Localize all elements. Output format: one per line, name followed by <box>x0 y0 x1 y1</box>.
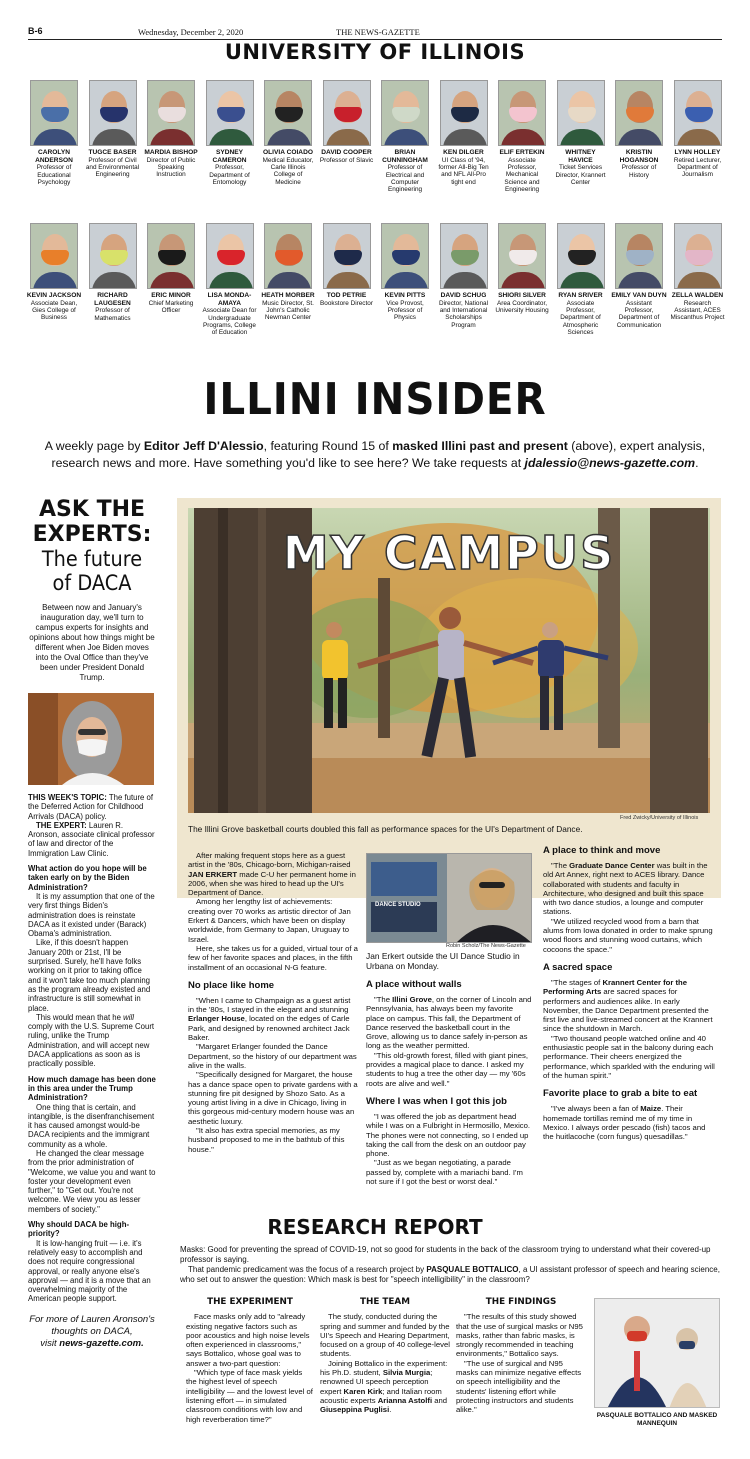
masked-person-card <box>377 223 433 322</box>
campus-column-3: A place to think and move "The Graduate Dance Center was built in the old Art Annex, right next to ACES library. Dance collaborated with students and faculty in Architecture, who designed and built this space with two dance studios, a lounge and computer stations. "We utilized recycled wood from a barn that alums from Iowa donated in order to make sprung wood floors and stunning wood curtains, which cocoons the space." A sacred space "The stages of Krannert Center for the Performing Arts are sacred spaces for performers and audiences alike. In early November, the Dance Department presented the first live and live-streamed concert at the Krannert since the shutdown in March. "Two thousand people watched online and 40 enthusiastic people sat in the balcony during each performance. Their cheers energized the performance, which sparkled with the enduring will of the human spirit." Favorite place to grab a bite to eat "I've always been a fan of Maize. Their homemade tortillas remind me of my time in Mexico. I always order pescado (fish) tacos and the huitlacoche (corn fungus) quesadillas." <box>543 845 715 1142</box>
face-mask-icon <box>392 107 420 122</box>
masked-person-card <box>143 223 199 314</box>
person-role: Professor of Mathematics <box>94 307 131 322</box>
tagline-editor: Editor Jeff D'Alessio <box>143 439 264 453</box>
masked-portrait-photo <box>557 223 605 289</box>
person-name: BRIAN CUNNINGHAM <box>382 149 428 164</box>
more-info-note <box>28 1314 156 1350</box>
body-paragraph: "I was offered the job as department head while I was on a Fulbright in Hermosillo, Mexico. The phones were not connecting, so I ended up taking the call from the desk on an outdoor pay phone. <box>366 1111 531 1159</box>
question: How much damage has been done in this area under the Trump Administration? <box>28 1074 156 1103</box>
face-mask-icon <box>275 250 303 265</box>
masked-person-card <box>670 223 726 322</box>
lauren-aronson-photo <box>28 693 154 785</box>
masked-person-card <box>202 80 258 186</box>
masked-portrait-photo <box>381 223 429 289</box>
dance-studio-sign: DANCE STUDIO <box>375 902 421 908</box>
face-mask-icon <box>451 250 479 265</box>
person-name: ERIC MINOR <box>151 292 191 299</box>
masked-portrait-photo <box>615 80 663 146</box>
person-name: KEVIN JACKSON <box>26 292 82 299</box>
masked-portrait-photo <box>557 80 605 146</box>
subhead: Favorite place to grab a bite to eat <box>543 1088 698 1100</box>
expert-text: Lauren R. Aronson, associate clinical professor of law and director of the Immigration Law Clinic. <box>28 820 155 858</box>
mannequin-caption: PASQUALE BOTTALICO AND MASKED MANNEQUIN <box>596 1412 718 1427</box>
person-role: Music Director, St. John's Catholic Newman Center <box>262 299 314 322</box>
masked-portrait-photo <box>206 80 254 146</box>
masked-portrait-photo <box>440 80 488 146</box>
topic-text: The future of the Deferred Action for Childhood Arrivals (DACA) policy. <box>28 793 154 821</box>
person-role: Associate Dean for Undergraduate Programs, College of Education <box>202 307 257 337</box>
answer-paragraph: He changed the clear message from the prior administration of "Welcome, we value you and want to foster your development even further," to "Get out. You're not welcome. We view you as lesser members of society." <box>28 1148 156 1214</box>
research-report-heading: RESEARCH REPORT <box>267 1215 483 1239</box>
face-mask-icon <box>275 107 303 122</box>
face-mask-icon <box>100 250 128 265</box>
person-name: OLIVIA COIADO <box>263 149 313 156</box>
research-subhead: THE EXPERIMENT <box>207 1297 293 1307</box>
person-role: Director, National and International Scholarships Program <box>438 299 488 329</box>
page-number: B-6 <box>28 26 43 36</box>
body-paragraph: Here, she takes us for a guided, virtual tour of a few of her favorite spaces and places, in the fifth installment of an occasional N-G feature. <box>188 943 358 972</box>
masked-person-card <box>26 80 82 186</box>
answer-paragraph: It is my assumption that one of the very first things Biden's administration does is reinstate DACA as it existed under (Barack) Obama's administration. <box>28 891 155 939</box>
masked-person-card <box>319 80 375 164</box>
masked-portrait-photo <box>674 80 722 146</box>
body-paragraph: Face masks only add to "already existing negative factors such as poor acoustics and high noise levels often experienced in classrooms," says Bottalico, whose goal was to answer a two-part question: <box>186 1312 310 1368</box>
person-name: KEVIN PITTS <box>384 292 426 299</box>
photo-credit: Fred Zwicky/University of Illinois <box>620 815 699 821</box>
page-header <box>28 26 722 40</box>
masked-portrait-photo <box>323 80 371 146</box>
person-role: Retired Lecturer, Department of Journalism <box>673 156 722 179</box>
masked-portrait-photo <box>381 80 429 146</box>
masked-person-card <box>494 80 550 194</box>
body-paragraph: "Just as we began negotiating, a parade passed by, complete with a mariachi band. I'm not sure if I got the best or worst deal." <box>366 1158 523 1187</box>
expert-label: THE EXPERT: <box>36 820 87 830</box>
jan-erkert-photo <box>366 853 532 943</box>
face-mask-icon <box>451 107 479 122</box>
person-name: KRISTIN HOGANSON <box>619 149 659 164</box>
person-role: Professor of Educational Psychology <box>36 164 72 186</box>
tagline-text: A weekly page by <box>44 439 144 453</box>
masked-person-card <box>436 80 492 186</box>
photo-credit: Robin Scholz/The News-Gazette <box>446 943 526 949</box>
masked-person-card <box>260 80 316 186</box>
person-role: Professor of Civil and Environmental Engineering <box>85 156 140 179</box>
body-paragraph: "Specifically designed for Margaret, the house has a dance space open to private gardens with a stunning fire pit designed by Shozo Sato. As a young artist living in a dive in Chicago, living in this gorgeous mid-century modern house was an aesthetic luxury. <box>188 1070 358 1126</box>
answer-paragraph: This would mean that he will comply with the U.S. Supreme Court ruling, unlike the Trump Administration, and will accept new DACA applications as soon as is practically possible. <box>28 1012 155 1069</box>
face-mask-icon <box>685 250 713 265</box>
question: What action do you hope will be taken early on by the Biden Administration? <box>28 864 147 892</box>
masked-portrait-photo <box>615 223 663 289</box>
masked-person-card <box>377 80 433 194</box>
person-role: Chief Marketing Officer <box>148 299 194 314</box>
person-name: WHITNEY HAVICE <box>565 149 596 164</box>
masked-person-card <box>26 223 82 322</box>
photo-caption: The Illini Grove basketball courts doubled this fall as performance spaces for the UI's Department of Dance. <box>188 824 583 834</box>
masked-person-card <box>494 223 550 314</box>
person-name: SHIORI SILVER <box>498 292 546 299</box>
bottalico-mannequin-photo <box>594 1298 720 1408</box>
person-name: CAROLYN ANDERSON <box>35 149 73 164</box>
masked-portrait-photo <box>206 223 254 289</box>
person-name: DAVID SCHUG <box>440 292 487 299</box>
person-role: Area Coordinator, University Housing <box>495 299 549 314</box>
ask-subheading: The future of DACA <box>41 547 143 595</box>
person-name: KEN DILGER <box>443 149 484 156</box>
campus-column-1: After making frequent stops here as a guest artist in the '80s, Chicago-born, Michigan-raised JAN ERKERT made C-U her permanent home in 2006, when she was hired to head up the UI's Department of Dance. Among her lengthy list of achievements: creating over 70 works as artistic director of Jan Erkert & Dancers, which have been on display worldwide, from Germany to Japan, Uruguay to Israel. Here, she takes us for a guided, virtual tour of a few of her favorite spaces and places, in the fifth installment of an occasional N-G feature. No place like home "When I came to Champaign as a guest artist in the '80s, I stayed in the elegant and stunning Erlanger House, located on the edges of Carle Park, and designed by renowned architect Jack Baker. "Margaret Erlanger founded the Dance Department, so the history of our department was alive in the walls. "Specifically designed for Margaret, the house has a dance space open to private gardens with a stunning fire pit designed by Shozo Sato. As a young artist living in a dive in Chicago, living in this gorgeous mid-century modern house was an aesthetic luxury. "It also has extra special memories, as my husband proposed to me in the bathtub of this house." <box>188 851 358 1154</box>
section-title: UNIVERSITY OF ILLINOIS <box>224 40 526 64</box>
person-role: Research Assistant, ACES Miscanthus Project <box>670 299 725 322</box>
subhead: Where I was when I got this job <box>366 1095 507 1107</box>
person-role: Professor of Slavic <box>319 156 374 164</box>
face-mask-icon <box>41 250 69 265</box>
person-name: DAVID COOPER <box>321 149 372 156</box>
question: Why should DACA be high-priority? <box>28 1220 130 1239</box>
person-role: Assistant Professor, Department of Communication <box>616 299 662 329</box>
face-mask-icon <box>392 250 420 265</box>
person-role: Ticket Services Director, Krannert Center <box>555 164 606 186</box>
illini-grove-dance-photo <box>188 508 710 813</box>
masked-portrait-photo <box>147 80 195 146</box>
body-paragraph: "Which type of face mask yields the highest level of speech intelligibility — and the lowest level of listening effort — in simulated classroom conditions with low and high reverberation time?" <box>186 1368 313 1424</box>
body-paragraph: "It also has extra special memories, as my husband proposed to me in the bathtub of this house." <box>188 1126 345 1154</box>
person-name: TOD PETRIE <box>326 292 367 299</box>
face-mask-icon <box>100 107 128 122</box>
masked-person-card <box>85 223 141 322</box>
masked-portrait-photo <box>264 80 312 146</box>
body-paragraph: The study, conducted during the spring and summer and funded by the UI's Speech and Hearing Department, focused on a group of 40 college-level students. <box>320 1312 450 1359</box>
person-name: ELIF ERTEKIN <box>499 149 545 156</box>
masked-person-card <box>202 223 258 337</box>
masked-portrait-photo <box>30 223 78 289</box>
person-role: Professor of History <box>621 164 657 179</box>
face-mask-icon <box>158 250 186 265</box>
topic-label: THIS WEEK'S TOPIC: <box>28 793 107 802</box>
person-role: Vice Provost, Professor of Physics <box>386 299 424 322</box>
ask-heading: ASK THE EXPERTS: <box>32 497 152 547</box>
research-team: THE TEAM The study, conducted during the spring and summer and funded by the UI's Speech and Hearing Department, focused on a group of 40 college-level students. Joining Bottalico in the experiment: his Ph.D. student, Silvia Murgia; renowned UI speech perception expert Karen Kirk; and Italian room acoustic experts Arianna Astolfi and Giuseppina Puglisi. <box>320 1297 450 1415</box>
research-subhead: THE TEAM <box>359 1297 410 1307</box>
my-campus-title: MY CAMPUS <box>282 526 616 580</box>
person-name: EMILY VAN DUYN <box>611 292 667 299</box>
person-name: MARDIA BISHOP <box>144 149 198 156</box>
body-paragraph: "We utilized recycled wood from a barn that alums from Iowa donated in order to make sprung wood floors and stunning wood curtains, which cocoons the space." <box>543 916 713 954</box>
tagline-text: , featuring Round 15 of <box>263 439 393 453</box>
body-paragraph: "Margaret Erlanger founded the Dance Department, so the history of our department was alive in the walls. <box>188 1042 357 1070</box>
person-name: LISA MONDA-AMAYA <box>207 292 252 307</box>
body-paragraph: "The use of surgical and N95 masks can minimize negative effects on speech intelligibility and the students' listening effort while protecting instructors and students alike." <box>456 1358 582 1415</box>
tagline-text: (above), expert analysis, research news and more. Have something you'd like to see here? We take requests at <box>51 439 706 470</box>
face-mask-icon <box>41 107 69 122</box>
masked-portrait-photo <box>674 223 722 289</box>
face-mask-icon <box>509 250 537 265</box>
tagline-text: . <box>695 456 699 470</box>
body-paragraph: "This old-growth forest, filled with giant pines, provides a magical place to dance. I asked my students to hug a tree the other day — my '60s roots are alive and well." <box>366 1050 528 1088</box>
masked-portrait-photo <box>147 223 195 289</box>
masked-portrait-photo <box>498 223 546 289</box>
research-intro: Masks: Good for preventing the spread of COVID-19, not so good for students in the back of the classroom trying to understand what their covered-up professor is saying. That pandemic predicament was the focus of a research project by PASQUALE BOTTALICO, a UI assistant professor of speech and hearing science, who set out to answer the question: Which mask is best for "speech intelligibility" in the classroom? <box>180 1245 720 1284</box>
face-mask-icon <box>568 107 596 122</box>
masthead-tagline <box>30 438 720 472</box>
person-name: HEATH MORBER <box>261 292 315 299</box>
face-mask-icon <box>217 107 245 122</box>
masked-portrait-photo <box>440 223 488 289</box>
subhead: A place without walls <box>366 979 462 990</box>
subhead: A place to think and move <box>543 845 661 856</box>
masked-person-card <box>143 80 199 179</box>
person-name: RICHARD LAUGESEN <box>94 292 131 307</box>
masked-person-card <box>553 80 609 186</box>
photo-caption: Jan Erkert outside the UI Dance Studio in Urbana on Monday. <box>366 951 520 971</box>
face-mask-icon <box>685 107 713 122</box>
masked-person-card <box>436 223 492 329</box>
person-name: RYAN SRIVER <box>558 292 603 299</box>
masked-person-card <box>553 223 609 337</box>
masked-portrait-photo <box>323 223 371 289</box>
newspaper-name: THE NEWS-GAZETTE <box>336 27 420 37</box>
issue-date: Wednesday, December 2, 2020 <box>138 27 244 37</box>
subhead: A sacred space <box>543 961 613 973</box>
person-role: Associate Professor, Department of Atmospheric Sciences <box>560 299 601 337</box>
masked-portrait-photo <box>30 80 78 146</box>
masked-person-card <box>260 223 316 322</box>
face-mask-icon <box>334 107 362 122</box>
more-text: For more of Lauren Aronson's thoughts on DACA, <box>29 1313 155 1337</box>
person-role: Associate Dean, Gies College of Business <box>30 299 78 322</box>
body-paragraph: Among her lengthy list of achievements: creating over 70 works as artistic director of Jan Erkert & Dancers, which have been on display worldwide, from Germany to Japan, Uruguay to Israel. <box>188 897 351 944</box>
person-name: TUGCE BASER <box>88 149 137 156</box>
person-role: Associate Professor, Mechanical Science and Engineering <box>504 156 540 194</box>
face-mask-icon <box>158 107 186 122</box>
masked-person-card <box>319 223 375 307</box>
masked-portrait-photo <box>89 80 137 146</box>
page-masthead: ILLINI INSIDER <box>203 374 547 425</box>
masked-person-card <box>670 80 726 179</box>
answer-paragraph: Like, if this doesn't happen January 20th or 21st, I'll be surprised. Surely, he'll have folks working on it prior to taking office and it won't take too much planning as the program already existed and infrastructure is still somewhat in place. <box>28 938 151 1013</box>
masked-portrait-photo <box>264 223 312 289</box>
subhead: No place like home <box>188 979 275 991</box>
answer-paragraph: It is low-hanging fruit — i.e. it's relatively easy to accomplish and does not require congressional approval, or really anyone else's approval — and it is a move that an overwhelming majority of the American people support. <box>28 1238 151 1304</box>
masked-person-card <box>85 80 141 179</box>
face-mask-icon <box>626 107 654 122</box>
intro-paragraph: Masks: Good for preventing the spread of COVID-19, not so good for students in the back of the classroom trying to understand what their covered-up professor is saying. <box>180 1245 711 1264</box>
body-paragraph: "The results of this study showed that the use of surgical masks or N95 masks, rather than fabric masks, is strongly recommended in teaching environments," Bottalico says. <box>456 1312 583 1359</box>
body-paragraph: "Two thousand people watched online and 40 enthusiastic people sat in the balcony during each performance. Their cheers energized the performance, which sparkled with the enduring will of the human spirit." <box>543 1033 715 1080</box>
face-mask-icon <box>217 250 245 265</box>
research-findings <box>456 1298 586 1415</box>
masked-person-card <box>611 80 667 179</box>
website-link[interactable]: news-gazette.com. <box>59 1337 144 1349</box>
person-name: LYNN HOLLEY <box>674 149 721 156</box>
research-experiment <box>186 1298 314 1424</box>
person-role: Professor, Department of Entomology <box>209 164 250 186</box>
person-role: Director of Public Speaking Instruction <box>146 156 196 179</box>
answer-paragraph: One thing that is certain, and intangible, is the disenfranchisement it has caused amongst would-be DACA recipients and the immigrant community as a whole. <box>28 1102 155 1149</box>
campus-column-2: Jan Erkert outside the UI Dance Studio in Urbana on Monday. A place without walls "The Illini Grove, on the corner of Lincoln and Pennsylvania, has always been my favorite place on campus. This fall, the Department of Dance reserved the basketball court in the Grove, allowing us to dance safely in-person as long as the weather permitted. "This old-growth forest, filled with giant pines, provides a magical place to dance. I asked my students to hug a tree the other day — my '60s roots are alive and well." Where I was when I got this job "I was offered the job as department head while I was on a Fulbright in Hermosillo, Mexico. The phones were not connecting, so I ended up taking the call from the desk on an outdoor pay phone. "Just as we began negotiating, a parade passed by, complete with a mariachi band. I'm not sure if I got the best or worst deal." <box>366 951 532 1187</box>
face-mask-icon <box>509 107 537 122</box>
face-mask-icon <box>568 250 596 265</box>
person-name: ZELLA WALDEN <box>671 292 724 299</box>
more-text: visit <box>40 1337 60 1349</box>
masked-portrait-photo <box>89 223 137 289</box>
face-mask-icon <box>334 250 362 265</box>
masked-person-card <box>611 223 667 329</box>
person-role: Professor of Electrical and Computer Engineering <box>385 164 425 194</box>
masked-portrait-photo <box>498 80 546 146</box>
ask-intro: Between now and January's inauguration day, we'll turn to campus experts for insights and opinions about how things might be different when Joe Biden moves into the Oval Office than they've been under President Donald Trump. <box>29 603 155 682</box>
person-role: Medical Educator, Carle Illinois College of Medicine <box>262 156 314 186</box>
person-name: SYDNEY CAMERON <box>212 149 247 164</box>
editor-email-link[interactable]: jdalessio@news-gazette.com <box>524 456 696 470</box>
face-mask-icon <box>626 250 654 265</box>
research-subhead: THE FINDINGS <box>485 1297 557 1307</box>
tagline-masked: masked Illini past and present <box>392 439 568 453</box>
person-role: Bookstore Director <box>320 299 373 307</box>
person-role: UI Class of '94, former All-Big Ten and NFL All-Pro tight end <box>438 156 489 186</box>
